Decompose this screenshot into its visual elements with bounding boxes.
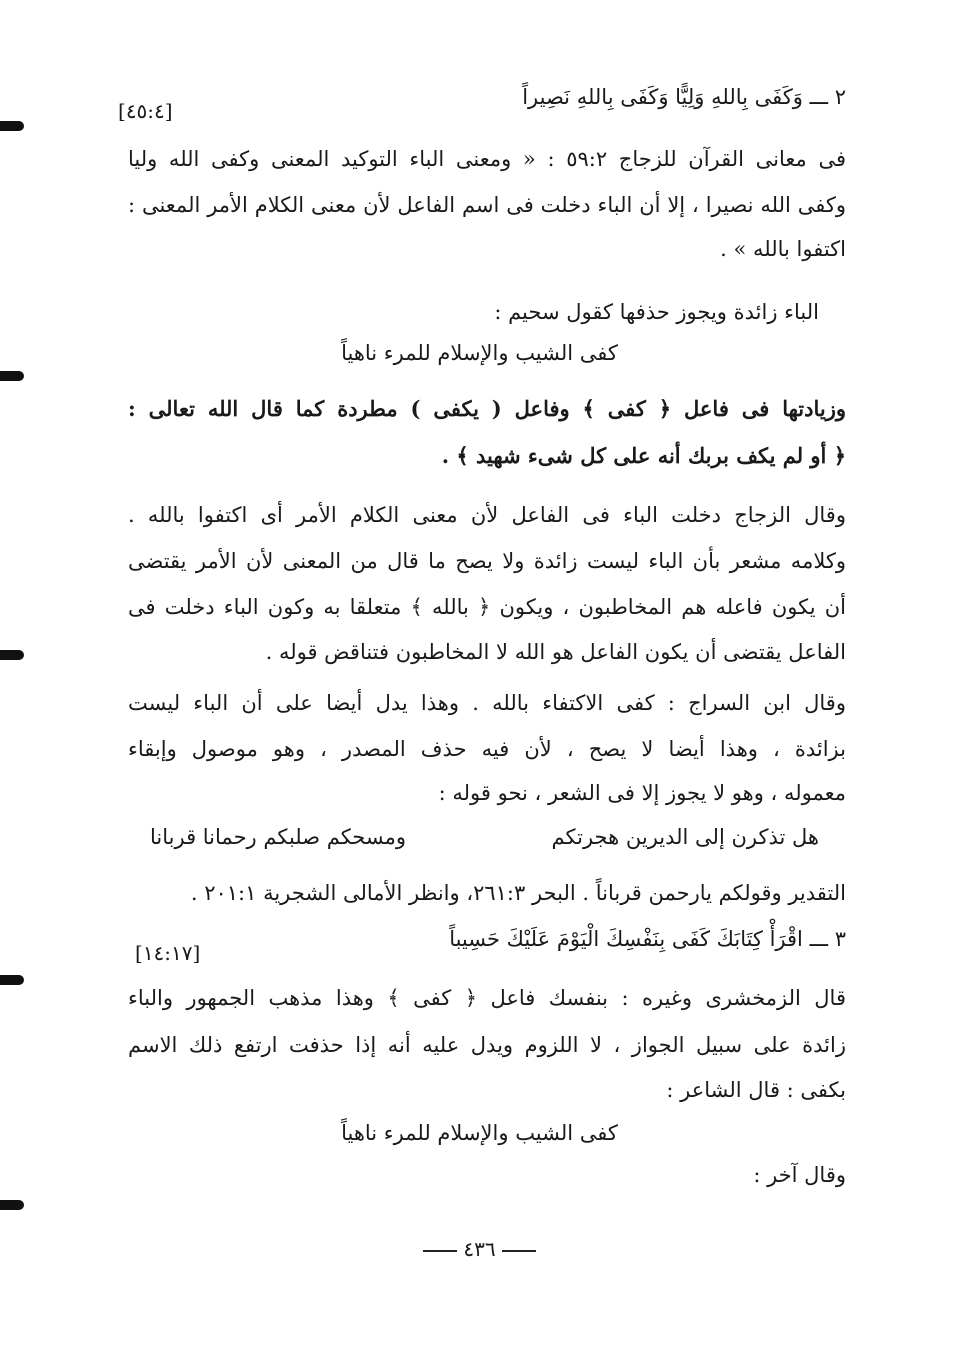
paragraph-line: وقال ابن السراج : كفى الاكتفاء بالله . وهذا يدل أيضا على أن الباء ليست (128, 691, 846, 715)
margin-mark (0, 1200, 24, 1210)
paragraph-line: فى معانى القرآن للزجاج ٥٩:٢ : « ومعنى الباء التوكيد المعنى وكفى الله وليا (128, 147, 846, 171)
paragraph-line: قال الزمخشرى وغيره : بنفسك فاعل ﴿ كفى ﴾ وهذا مذهب الجمهور والباء (128, 986, 846, 1010)
verse-2-reference: [٤٥:٤] (118, 99, 173, 123)
margin-mark (0, 650, 24, 660)
page-number-dash (423, 1250, 457, 1252)
paragraph-line: وكلامه مشعر بأن الباء ليست زائدة ولا يصح ما قال من المعنى لأن الأمر يقتضى (128, 549, 846, 573)
verse-3-reference: [١٤:١٧] (135, 941, 201, 965)
verse-2: ٢ ـــ وَكَفَى بِاللهِ وَلِيًّا وَكَفَى بِاللهِ نَصِيراً (522, 85, 846, 109)
poem-first-hemistich: هل تذكرن إلى الديرين هجرتكم (551, 825, 819, 849)
paragraph-line: وزيادتها فى فاعل ﴿ كفى ﴾ وفاعل ( يكفى ) مطردة كما قال الله تعالى : (128, 396, 846, 421)
paragraph-line: وقال آخر : (753, 1163, 846, 1187)
paragraph-line: زائدة على سبيل الجواز ، لا اللزوم ويدل عليه أنه إذا حذفت ارتفع ذلك الاسم (128, 1033, 846, 1057)
quran-quote: ﴿ أو لم يكف بربك أنه على كل شىء شهيد ﴾ . (441, 443, 846, 468)
paragraph-line: وقال الزجاج دخلت الباء فى الفاعل لأن معنى الكلام الأمر أى اكتفوا بالله . (128, 503, 846, 527)
paragraph-line: وكفى الله نصيرا ، إلا أن الباء دخلت فى اسم الفاعل لأن معنى الكلام الأمر المعنى : (128, 193, 846, 217)
paragraph-line: التقدير وقولكم يارحمن قرباناً . البحر ٢٦١:٣، وانظر الأمالى الشجرية ٢٠١:١ . (190, 881, 846, 905)
margin-mark (0, 371, 24, 381)
paragraph-line: أن يكون فاعله هم المخاطبون ، ويكون ﴿ بالله ﴾ متعلقا به وكون الباء دخلت فى (128, 595, 846, 619)
paragraph-line: الفاعل يقتضى أن يكون الفاعل هو الله لا المخاطبون فتناقض قوله . (265, 640, 846, 664)
margin-mark (0, 975, 24, 985)
page-number-dash (502, 1250, 536, 1252)
page-number: ٤٣٦ (463, 1237, 496, 1261)
poem-line: كفى الشيب والإسلام للمرء ناهياً (341, 341, 618, 365)
paragraph-line: اكتفوا بالله » . (720, 237, 846, 261)
poem-line: كفى الشيب والإسلام للمرء ناهياً (341, 1121, 618, 1145)
verse-3: ٣ ـــ اقْرَأْ كِتَابَكَ كَفَى بِنَفْسِكَ الْيَوْمَ عَلَيْكَ حَسِيباً (449, 927, 846, 951)
poem-second-hemistich: ومسحكم صلبكم رحمانا قربانا (150, 825, 406, 849)
paragraph-line: معموله ، وهو لا يجوز إلا فى الشعر ، نحو قوله : (438, 781, 846, 805)
paragraph-line: بزائدة ، وهذا أيضا لا يصح ، لأن فيه حذف المصدر ، وهو موصول وإبقاء (128, 737, 846, 761)
page-number-block (0, 1237, 959, 1261)
paragraph-line: بكفى : قال الشاعر : (666, 1078, 846, 1102)
paragraph-line: الباء زائدة ويجوز حذفها كقول سحيم : (494, 300, 819, 324)
margin-mark (0, 121, 24, 131)
